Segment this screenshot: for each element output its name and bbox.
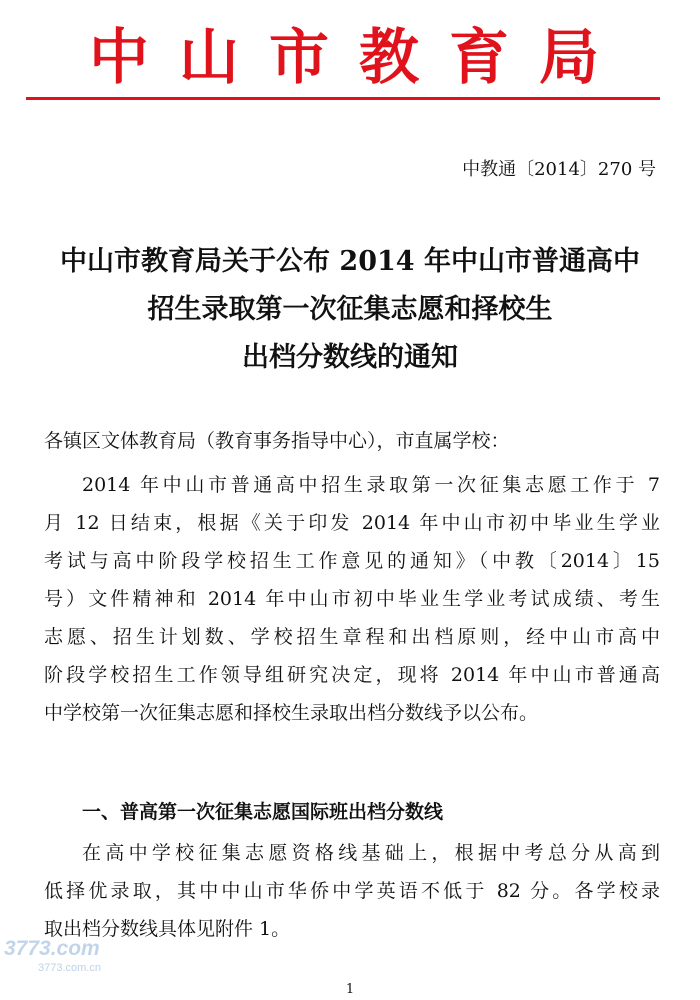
paragraph-line: 2014 年中山市普通高中招生录取第一次征集志愿工作于 7: [82, 474, 660, 496]
letterhead-title: 中山市教育局: [89, 23, 629, 93]
paragraph-line: 低择优录取，其中中山市华侨中学英语不低于 82 分。各学校录: [44, 880, 660, 902]
letterhead-red-rule: [26, 97, 660, 100]
paragraph-line: 志愿、招生计划数、学校招生章程和出档原则，经中山市高中: [44, 626, 660, 648]
section-heading-1: 一、普高第一次征集志愿国际班出档分数线: [82, 801, 444, 823]
paragraph-line: 取出档分数线具体见附件 1。: [44, 918, 291, 940]
notice-title-line: 出档分数线的通知: [242, 342, 458, 373]
paragraph-line: 号）文件精神和 2014 年中山市初中毕业生学业考试成绩、考生: [44, 588, 660, 610]
paragraph-line: 阶段学校招生工作领导组研究决定，现将 2014 年中山市普通高: [44, 664, 660, 686]
salutation: 各镇区文体教育局（教育事务指导中心），市直属学校：: [44, 430, 510, 452]
watermark-logo: 3773.com: [4, 937, 100, 960]
document-number: 中教通〔2014〕270 号: [462, 159, 656, 180]
page-number: 1: [345, 982, 355, 997]
notice-title-line: 中山市教育局关于公布 2014 年中山市普通高中: [60, 246, 640, 277]
body-paragraph-2: [44, 834, 660, 948]
body-paragraph-1: [44, 466, 660, 732]
paragraph-line: 中学校第一次征集志愿和择校生录取出档分数线予以公布。: [44, 702, 539, 724]
paragraph-line: 考试与高中阶段学校招生工作意见的通知》（中教〔2014〕15: [44, 550, 660, 572]
paragraph-line: 在高中学校征集志愿资格线基础上，根据中考总分从高到: [82, 842, 660, 864]
paragraph-line: 月 12 日结束，根据《关于印发 2014 年中山市初中毕业生学业: [44, 512, 660, 534]
notice-title: [30, 238, 670, 382]
notice-title-line: 招生录取第一次征集志愿和择校生: [147, 294, 553, 325]
watermark-url: 3773.com.cn: [38, 962, 101, 974]
